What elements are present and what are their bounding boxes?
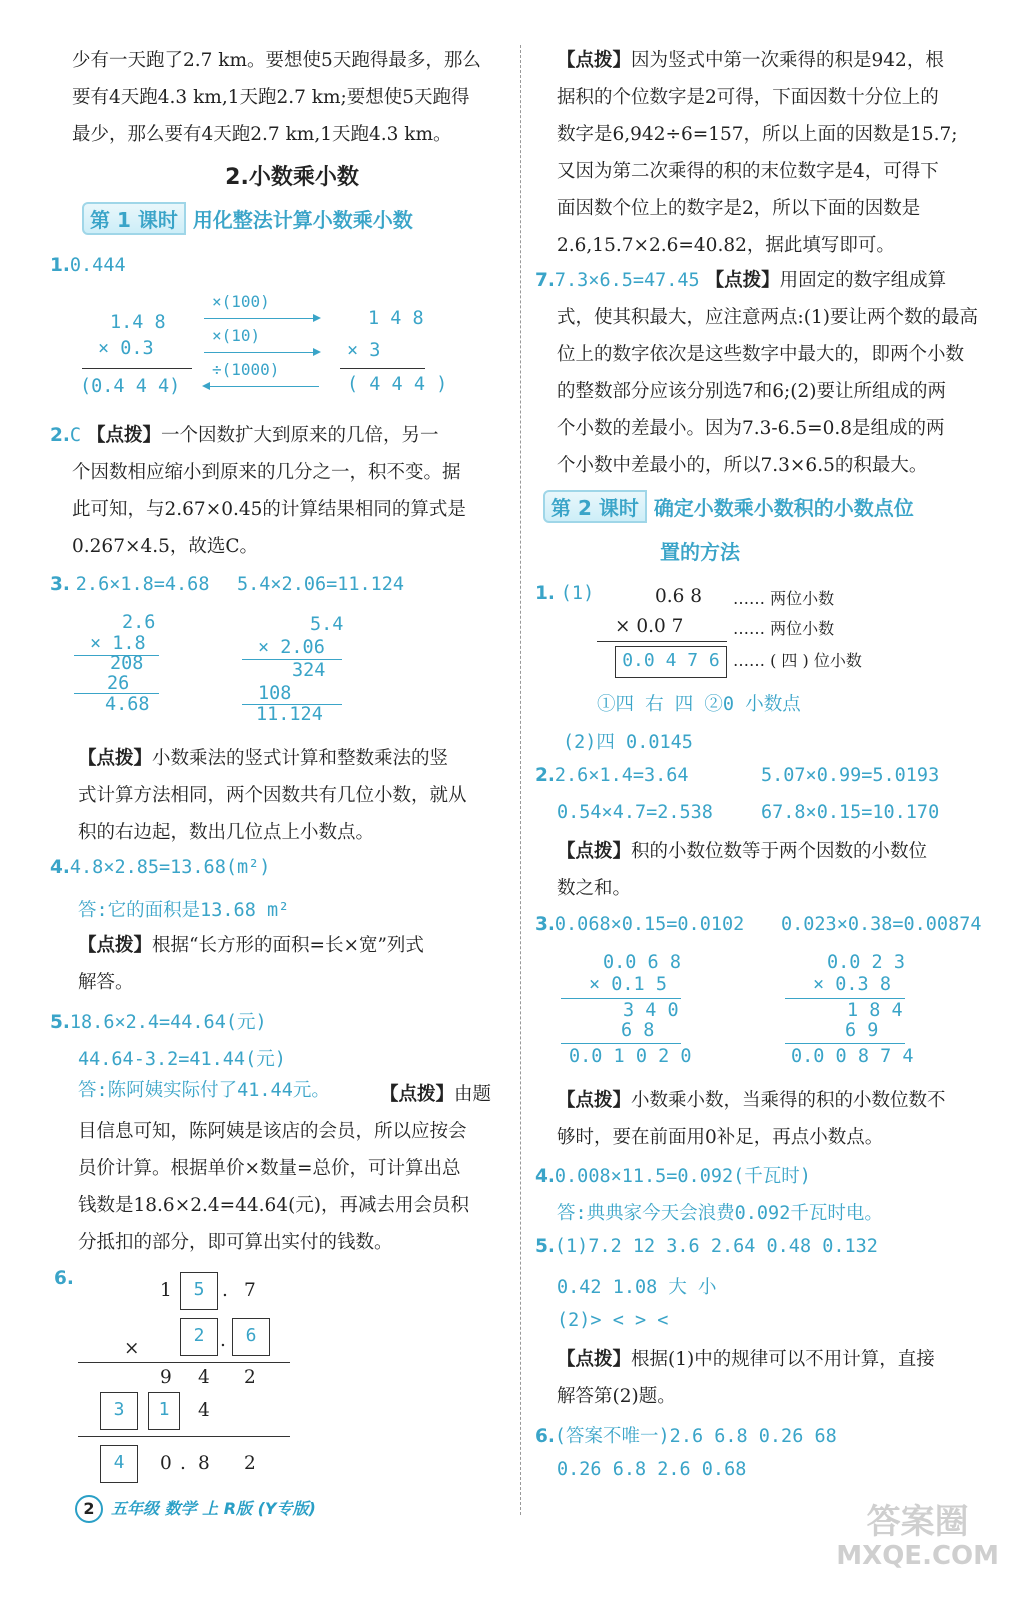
answer-box: [180, 1272, 218, 1310]
watermark-text: MXQE.COM: [836, 1541, 999, 1571]
calc-line: [597, 641, 727, 642]
calc-line: [340, 368, 425, 369]
answer: (2)> < > <: [557, 1310, 669, 1331]
calc-line: [82, 368, 192, 369]
question-number: 4.: [50, 857, 70, 878]
tip-text: 小数乘小数，当乘得的积的小数位数不: [631, 1090, 946, 1111]
question-4: [50, 857, 270, 878]
factor-bottom: × 0.3: [98, 338, 154, 359]
tip-text: 解答第(2)题。: [557, 1386, 676, 1407]
calc-line: [78, 1362, 290, 1363]
tip-text: 分抵扣的部分，即可算出实付的钱数。: [78, 1232, 393, 1253]
lesson-1-header: [82, 202, 413, 235]
right-arrow-icon: [204, 318, 319, 319]
calc-line: [785, 1043, 905, 1044]
digit: 2: [244, 1453, 256, 1474]
tip-label: 【点拨】: [78, 935, 153, 956]
decimal-point: .: [222, 1280, 228, 1301]
lesson-2-tag: 第 2 课时: [543, 490, 647, 523]
answer-line: [78, 1076, 330, 1102]
decimal-point: .: [180, 1453, 186, 1474]
tip-text: 根据(1)中的规律可以不用计算，直接: [631, 1349, 935, 1370]
digit: 2: [193, 1325, 205, 1346]
product-box: 0.0 4 7 6: [615, 646, 727, 678]
tip: [557, 42, 944, 79]
lesson-2-title: 确定小数乘小数积的小数点位: [653, 496, 914, 520]
answer: (答案不唯一)2.6 6.8 0.26 68: [554, 1426, 837, 1447]
calc-row: 2.6: [122, 612, 156, 633]
lesson-2-title: 置的方法: [660, 540, 740, 564]
factor-bottom: × 0.0 7: [615, 616, 684, 637]
tip-text: 个小数中差最小的，所以7.3×6.5的积最大。: [557, 455, 928, 476]
answer-box: [100, 1445, 138, 1483]
arrow-label: ÷(1000): [212, 360, 280, 379]
calc-row: × 0.1 5: [589, 974, 667, 995]
question-number: 6.: [535, 1426, 555, 1447]
tip-text: 用固定的数字组成算: [779, 270, 947, 291]
answer: ①四 右 四 ②0 小数点: [597, 694, 801, 715]
arrow-label: ×(100): [212, 292, 270, 311]
question-number: 1.: [535, 583, 555, 604]
digit: 5: [193, 1279, 205, 1300]
equation: 67.8×0.15=10.170: [761, 802, 940, 823]
calc-row: 0.0 0 8 7 4: [791, 1046, 914, 1067]
question-number: 7.: [535, 270, 555, 291]
tip-text: 的整数部分应该分别选7和6;(2)要让所组成的两: [557, 381, 946, 402]
answer: 答:典典家今天会浪费0.092千瓦时电。: [557, 1203, 883, 1224]
digit: 1: [158, 1399, 170, 1420]
calc-row: 3 4 0: [623, 1000, 679, 1021]
tip: [557, 1082, 946, 1119]
tip: [557, 1341, 935, 1378]
lesson-2-header: [543, 490, 914, 523]
tip: [78, 927, 424, 964]
tip-text: 因为竖式中第一次乘得的积是942，根: [631, 50, 944, 71]
question-number: 3.: [50, 574, 70, 595]
tip-text: 式，使其积最大，应注意两点:(1)要让两个数的最高: [557, 307, 978, 328]
calc-row: × 1.8: [90, 633, 146, 654]
tip-text: 积的右边起，数出几位点上小数点。: [78, 822, 375, 843]
product: ( 4 4 4 ): [347, 374, 448, 395]
digit: 2: [244, 1367, 256, 1388]
tip-text: 由题: [454, 1084, 492, 1105]
left-arrow-icon: [204, 386, 319, 387]
equation: 7.3×6.5=47.45: [554, 270, 700, 291]
note: …… ( 四 ) 位小数: [733, 651, 862, 670]
calc-row: 208: [110, 653, 144, 674]
calc-line: [785, 998, 905, 999]
equation: 18.6×2.4=44.64(元): [69, 1012, 267, 1033]
right-arrow-icon: [204, 352, 319, 353]
factor-bottom: × 3: [347, 340, 381, 361]
lesson-1-title: 用化整法计算小数乘小数: [192, 208, 413, 232]
question-number: 2.: [535, 765, 555, 786]
intro-line: 最少，那么要有4天跑2.7 km,1天跑4.3 km。: [72, 124, 452, 145]
note: …… 两位小数: [733, 589, 835, 608]
calc-row: 11.124: [256, 704, 323, 725]
question-number: 2.: [50, 425, 70, 446]
note: …… 两位小数: [733, 619, 835, 638]
tip-text: 位上的数字依次是这些数字中最大的，即两个小数: [557, 344, 965, 365]
times-sign: ×: [124, 1338, 140, 1359]
digit: 4: [198, 1367, 210, 1388]
tip-label: 【点拨】: [78, 748, 153, 769]
answer-box: [232, 1318, 270, 1356]
question-number: 3.: [535, 914, 555, 935]
decimal-point: .: [220, 1330, 226, 1351]
answer-box: [180, 1318, 218, 1356]
calc-line: [78, 1436, 290, 1437]
tip-text: 数字是6,942÷6=157，所以上面的因数是15.7;: [557, 124, 958, 145]
equation: 4.8×2.85=13.68(m²): [69, 857, 271, 878]
question-4: [535, 1162, 811, 1188]
question-5: [535, 1236, 878, 1257]
tip-text: 积的小数位数等于两个因数的小数位: [631, 841, 928, 862]
calc-row: 6 8: [621, 1020, 655, 1041]
tip-text: 个小数的差最小。因为7.3-6.5=0.8是组成的两: [557, 418, 945, 439]
digit: 3: [113, 1399, 125, 1420]
question-3: [535, 914, 744, 935]
factor-top: 1.4 8: [110, 312, 166, 333]
digit: 9: [160, 1367, 172, 1388]
answer: 0.444: [69, 255, 126, 276]
digit: 6: [245, 1325, 257, 1346]
question-number: 5.: [50, 1012, 70, 1033]
question-number: 5.: [535, 1236, 555, 1257]
section-title: 2.小数乘小数: [225, 165, 359, 190]
answer: 答:它的面积是13.68 m²: [78, 900, 290, 921]
calc-row: 324: [292, 660, 326, 681]
tip-text: 钱数是18.6×2.4=44.64(元)，再减去用会员积: [78, 1195, 470, 1216]
tip-text: 解答。: [78, 972, 134, 993]
intro-line: 要有4天跑4.3 km,1天跑2.7 km;要想使5天跑得: [72, 87, 470, 108]
page-footer: [75, 1495, 316, 1523]
equation: 5.4×2.06=11.124: [237, 574, 405, 595]
calc-row: × 2.06: [258, 637, 325, 658]
equation: 2.6×1.8=4.68: [75, 574, 210, 595]
calc-row: 4.68: [105, 694, 150, 715]
part-label: (1): [560, 583, 595, 604]
calc-row: 0.0 1 0 2 0: [569, 1046, 692, 1067]
digit: 4: [113, 1452, 125, 1473]
question-3: [50, 574, 209, 595]
calc-row: 6 9: [845, 1020, 879, 1041]
tip-text: 小数乘法的竖式计算和整数乘法的竖: [152, 748, 449, 769]
watermark-logo: [836, 1502, 999, 1573]
intro-line: 少有一天跑了2.7 km。要想使5天跑得最多，那么: [72, 50, 481, 71]
column-divider: [520, 45, 521, 1515]
product: (0.4 4 4): [80, 376, 181, 397]
watermark-text: 答案圈: [866, 1502, 969, 1542]
tip-text: 2.6,15.7×2.6=40.82，据此填写即可。: [557, 235, 895, 256]
equation: 5.07×0.99=5.0193: [761, 765, 940, 786]
factor-top: 1 4 8: [368, 308, 424, 329]
answer: 0.26 6.8 2.6 0.68: [557, 1459, 747, 1480]
question-1: [50, 255, 126, 276]
answer: C: [69, 425, 82, 446]
calc-row: 1 8 4: [847, 1000, 903, 1021]
calc-row: 5.4: [310, 614, 344, 635]
equation: 2.6×1.4=3.64: [554, 765, 689, 786]
tip-text: 个因数相应缩小到原来的几分之一，积不变。据: [72, 462, 461, 483]
page-number: 2: [75, 1495, 103, 1523]
tip-text: 此可知，与2.67×0.45的计算结果相同的算式是: [72, 499, 466, 520]
arrow-label: ×(10): [212, 326, 261, 345]
digit: 7: [244, 1280, 256, 1301]
question-number: 1.: [50, 255, 70, 276]
question-number: 4.: [535, 1166, 555, 1187]
tip-text: 根据“长方形的面积=长×宽”列式: [152, 935, 424, 956]
equation: 0.068×0.15=0.0102: [554, 914, 745, 935]
answer: 答:陈阿姨实际付了41.44元。: [78, 1080, 330, 1101]
tip: [380, 1076, 491, 1113]
tip-text: 数之和。: [557, 878, 632, 899]
question-2: [50, 417, 438, 454]
answer-box: [148, 1392, 180, 1430]
digit: 1: [160, 1280, 172, 1301]
digit: 4: [198, 1400, 210, 1421]
tip: [557, 833, 927, 870]
digit: 0: [160, 1453, 172, 1474]
tip-text: 式计算方法相同，两个因数共有几位小数，就从: [78, 785, 467, 806]
tip-text: 据积的个位数字是2可得，下面因数十分位上的: [557, 87, 939, 108]
question-6: [535, 1422, 837, 1448]
tip-text: 又因为第二次乘得的积的末位数字是4，可得下: [557, 161, 939, 182]
answer-box: [100, 1392, 138, 1430]
tip: [78, 740, 448, 777]
equation: 44.64-3.2=41.44(元): [78, 1049, 286, 1070]
equation: 0.023×0.38=0.00874: [781, 914, 982, 935]
tip-text: 面因数个位上的数字是2，所以下面的因数是: [557, 198, 921, 219]
tip-text: 0.267×4.5，故选C。: [72, 536, 259, 557]
tip-text: 够时，要在前面用0补足，再点小数点。: [557, 1127, 884, 1148]
calc-row: 26: [107, 673, 130, 694]
calc-row: 0.0 6 8: [603, 952, 681, 973]
answer: 0.42 1.08 大 小: [557, 1277, 717, 1298]
question-2: [535, 765, 689, 786]
equation: 0.008×11.5=0.092(千瓦时): [554, 1166, 811, 1187]
answer: (2)四 0.0145: [563, 732, 693, 753]
tip-label: 【点拨】: [705, 270, 780, 291]
calc-line: [561, 998, 681, 999]
tip-label: 【点拨】: [557, 1349, 632, 1370]
tip-text: 目信息可知，陈阿姨是该店的会员，所以应按会: [78, 1121, 467, 1142]
tip-label: 【点拨】: [557, 50, 632, 71]
calc-line: [561, 1043, 681, 1044]
tip-label: 【点拨】: [86, 425, 161, 446]
equation: 0.54×4.7=2.538: [557, 802, 713, 823]
lesson-1-tag: 第 1 课时: [82, 202, 186, 235]
calc-row: × 0.3 8: [813, 974, 891, 995]
tip-text: 员价计算。根据单价×数量=总价，可计算出总: [78, 1158, 461, 1179]
tip-label: 【点拨】: [380, 1084, 455, 1105]
question-1: [535, 583, 594, 604]
question-number: 6.: [54, 1268, 74, 1289]
question-7: [535, 262, 946, 299]
answer: (1)7.2 12 3.6 2.64 0.48 0.132: [554, 1236, 878, 1257]
question-5: [50, 1008, 267, 1034]
calc-row: 0.0 2 3: [827, 952, 905, 973]
factor-top: 0.6 8: [655, 586, 703, 607]
digit: 8: [198, 1453, 210, 1474]
calc-row: 108: [258, 683, 292, 704]
tip-label: 【点拨】: [557, 1090, 632, 1111]
tip-text: 一个因数扩大到原来的几倍，另一: [160, 425, 439, 446]
tip-label: 【点拨】: [557, 841, 632, 862]
footer-text: 五年级 数学 上 R版 (Y专版): [111, 1499, 316, 1518]
